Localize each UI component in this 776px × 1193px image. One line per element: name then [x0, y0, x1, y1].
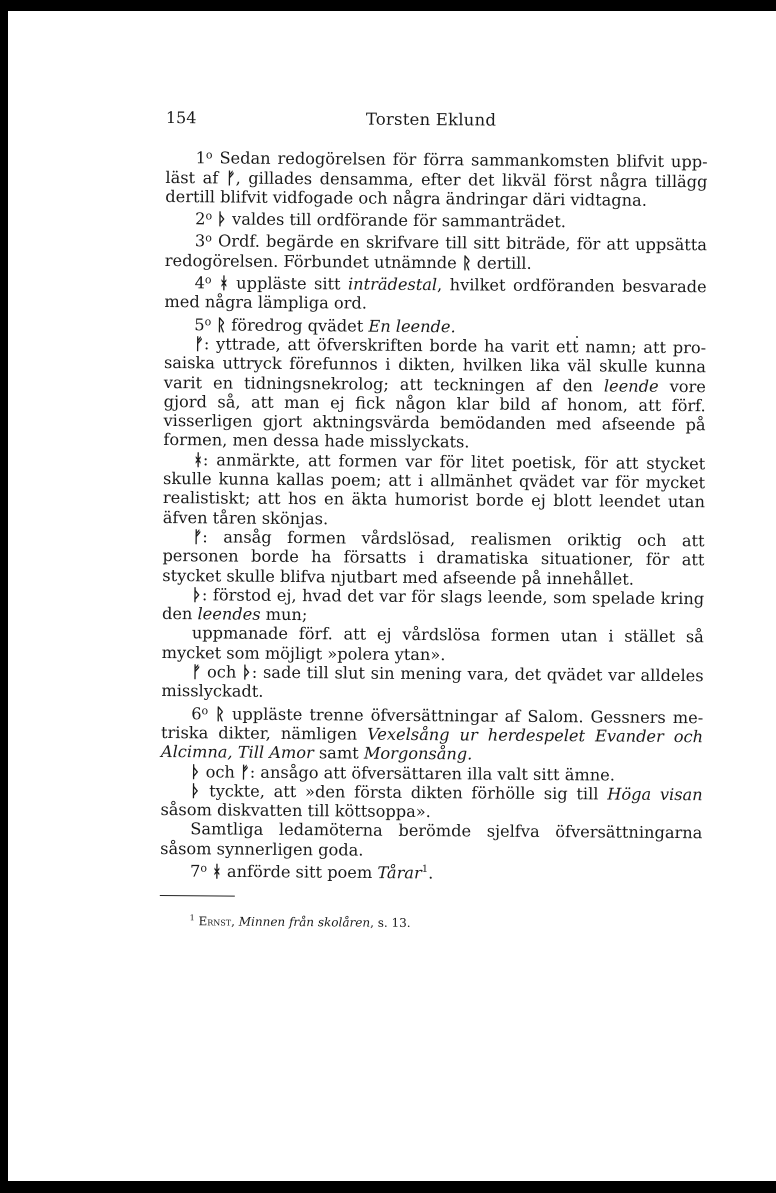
text-run: såsom diskvatten till köttsoppa». — [160, 800, 431, 822]
ordinal-marker: o — [205, 231, 212, 245]
footnote-marker: 1 — [189, 912, 195, 922]
text-block — [160, 108, 708, 933]
footnote-ref-marker: 1 — [421, 864, 429, 876]
text-run: mun; — [260, 604, 308, 625]
member-sigil: ᚼ — [212, 861, 222, 881]
italic-run: leende — [603, 376, 659, 396]
member-sigil: ᚠ — [239, 762, 250, 782]
page-number: 154 — [165, 108, 197, 128]
member-sigil: ᚦ — [217, 209, 228, 229]
footnote-rule — [160, 895, 235, 897]
paragraph — [162, 527, 704, 589]
paragraph — [162, 585, 704, 628]
member-sigil: ᚱ — [215, 704, 226, 724]
italic-run: inträdestal — [347, 274, 438, 295]
text-run: 7 — [189, 861, 201, 881]
text-run: 1 — [195, 148, 206, 168]
italic-run: Tårar — [377, 863, 422, 883]
ordinal-marker: o — [204, 314, 212, 329]
ordinal-marker: o — [201, 703, 209, 717]
text-run: valdes till ordförande för sammanträdet. — [226, 209, 567, 232]
paragraph — [164, 270, 706, 316]
member-sigil: ᚦ — [190, 761, 201, 781]
text-run: vore gjord så, att man ej fick någon klar bild af honom, att förf. visserligen gjort aktningsvärda bemödanden med afseende på formen, men dessa hade misslyckats. — [163, 376, 706, 452]
paragraph — [160, 781, 702, 824]
scan-edge-top — [8, 8, 776, 11]
member-sigil: ᚠ — [191, 662, 202, 682]
member-sigil: ᚱ — [216, 315, 227, 335]
text-run: och — [201, 662, 243, 682]
member-sigil: ᚦ — [190, 781, 201, 801]
italic-run: leendes — [197, 604, 261, 624]
text-run: : anmärkte, att formen var för litet poetisk, för att stycket skulle kunna kallas poem; att i allmänhet qvädet var för mycket realistiskt; att hos en äkta humorist borde ej blott leendet utan äfven tåren skönjas. — [162, 450, 706, 528]
member-sigil: ᚠ — [192, 527, 203, 547]
text-run: uppläste sitt — [228, 273, 349, 294]
text-run: : sade till slut sin mening vara, det qvädet var alldeles misslyckadt. — [161, 662, 704, 702]
paragraph — [161, 662, 703, 705]
text-run: Samtliga ledamöterna berömde sjelfva öfversättningarna såsom synnerligen goda. — [160, 819, 703, 860]
text-run: , hvilket ordföranden besvarade med några lämpliga ord. — [164, 275, 707, 313]
text-run: , gillades densamma, efter det likväl först några tillägg dertill blifvit vidfogade och några ändringar däri vidtagna. — [165, 168, 708, 210]
text-run: tyckte, att »den första dikten förhölle sig till — [200, 781, 608, 804]
paragraph — [165, 228, 707, 274]
text-run: 2 — [195, 209, 206, 229]
text-run: : yttrade, att öfverskriften borde ha varit ett namn; att prosaiska uttryck förefunnos i dikten, hvilken lika väl skulle kunna varit en tidningsnekrolog; att teckningen af den — [163, 334, 707, 396]
member-sigil: ᚠ — [225, 168, 236, 188]
paragraph — [162, 623, 704, 666]
member-sigil: ᚦ — [192, 585, 202, 605]
text-run: och — [200, 761, 241, 782]
body-text — [160, 145, 708, 885]
italic-run: Höga visan — [607, 784, 703, 805]
text-run: 4 — [194, 273, 206, 293]
text-run: 3 — [194, 231, 206, 251]
text-run: Ordf. begärde en skrifvare till sitt biträde, för att uppsätta redogörelsen. Förbundet utnämnde — [164, 231, 708, 273]
scanned-page — [8, 8, 776, 1185]
paragraph — [163, 450, 706, 531]
member-sigil: ᚱ — [461, 253, 472, 273]
footnote: $^1$ Ernst, Minnen från skolåren, s. 13. — [189, 912, 411, 930]
page-header — [166, 108, 708, 132]
italic-run: Morgonsång. — [363, 743, 473, 764]
text-run: dertill. — [471, 253, 532, 273]
member-sigil: ᚼ — [193, 449, 204, 470]
footnote-ref: , s. 13. — [370, 915, 411, 930]
text-run: samt — [313, 743, 364, 763]
text-run: anförde sitt poem — [221, 861, 378, 883]
running-head: Torsten Eklund — [365, 109, 497, 130]
member-sigil: ᚼ — [218, 273, 229, 293]
text-run: uppmanade förf. att ej vårdslösa formen utan i stället så mycket som möjligt »polera ytan». — [161, 623, 704, 664]
paragraph — [165, 145, 707, 210]
text-run: : förstod ej, hvad det var för slags leende, som spelade kring den — [161, 585, 705, 624]
text-run: . — [428, 863, 434, 883]
paragraph — [160, 819, 702, 862]
ordinal-marker: o — [204, 273, 212, 287]
text-run: Sedan redogörelsen för förra sammankomsten blifvit uppläst af — [165, 148, 708, 188]
ordinal-marker: o — [200, 861, 208, 875]
ordinal-marker: o — [205, 209, 213, 223]
member-sigil: ᚠ — [194, 334, 204, 354]
text-run: uppläste trenne öfversättningar af Salom. Gessners metriska dikter, nämligen — [161, 704, 704, 744]
paragraph — [163, 334, 706, 454]
ordinal-marker: o — [205, 148, 213, 162]
italic-run: Vexelsång ur herdespelet Evander och Alcimna, Till Amor — [160, 724, 704, 763]
footnote-author: Ernst — [198, 913, 232, 929]
paragraph — [160, 858, 702, 885]
text-run: : ansågo att öfversättaren illa valt sitt ämne. — [249, 762, 615, 785]
text-run: 6 — [191, 703, 202, 723]
italic-run: En leende. — [368, 316, 456, 336]
text-run: föredrog qvädet — [226, 315, 369, 336]
text-run: : ansåg formen vårdslösad, realismen oriktig och att personen borde ha försatts i dramatiska situationer, för att stycket skulle blifva njutbart med afseende på innehållet. — [162, 527, 705, 589]
text-run: 5 — [194, 314, 205, 334]
paragraph — [161, 701, 703, 766]
scan-edge-bottom — [8, 1181, 776, 1185]
member-sigil: ᚦ — [242, 662, 252, 682]
footnote-title: Minnen från skolåren — [238, 914, 371, 930]
